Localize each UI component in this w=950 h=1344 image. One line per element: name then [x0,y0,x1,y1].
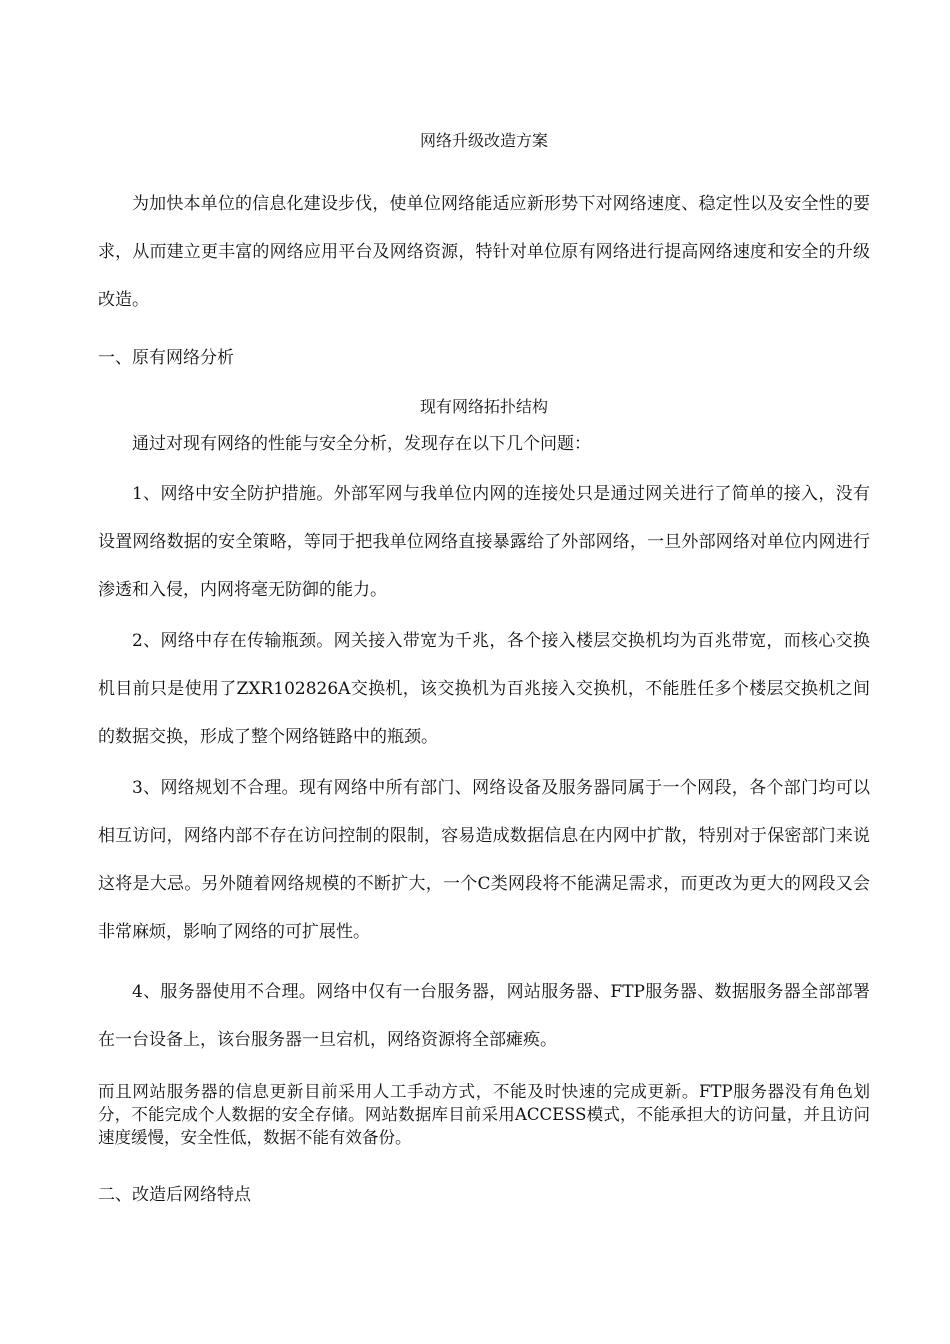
intro-paragraph: 为加快本单位的信息化建设步伐，使单位网络能适应新形势下对网络速度、稳定性以及安全性的要求，从而建立更丰富的网络应用平台及网络资源，特针对单位原有网络进行提高网络速度和安全的升级改造。 [98,194,870,310]
issue-4-paragraph: 4、服务器使用不合理。网络中仅有一台服务器，网站服务器、FTP服务器、数据服务器全部部署在一台设备上，该台服务器一旦宕机，网络资源将全部瘫痪。 [98,982,870,1050]
section-heading-1: 一、原有网络分析 [98,348,234,368]
figure-caption: 现有网络拓扑结构 [419,397,548,416]
issue-2-paragraph: 2、网络中存在传输瓶颈。网关接入带宽为千兆，各个接入楼层交换机均为百兆带宽，而核心交换机目前只是使用了ZXR102826A交换机，该交换机为百兆接入交换机，不能胜任多个楼层交换机之间的数据交换，形成了整个网络链路中的瓶颈。 [98,631,870,747]
document-title: 网络升级改造方案 [419,131,548,150]
issue-4-continuation: 而且网站服务器的信息更新目前采用人工手动方式，不能及时快速的完成更新。FTP服务器没有角色划分，不能完成个人数据的安全存储。网站数据库目前采用ACCESS模式，不能承担大的访问量，并且访问速度缓慢，安全性低，数据不能有效备份。 [98,1082,870,1147]
issue-3-paragraph: 3、网络规划不合理。现有网络中所有部门、网络设备及服务器同属于一个网段，各个部门均可以相互访问，网络内部不存在访问控制的限制，容易造成数据信息在内网中扩散，特别对于保密部门来说这将是大忌。另外随着网络规模的不断扩大，一个C类网段将不能满足需求，而更改为更大的网段又会非常麻烦，影响了网络的可扩展性。 [98,778,870,942]
lead-in-paragraph: 通过对现有网络的性能与安全分析，发现存在以下几个问题： [132,434,591,454]
issue-1-paragraph: 1、网络中安全防护措施。外部军网与我单位内网的连接处只是通过网关进行了简单的接入，没有设置网络数据的安全策略，等同于把我单位网络直接暴露给了外部网络，一旦外部网络对单位内网进行渗透和入侵，内网将毫无防御的能力。 [98,484,870,600]
section-heading-2: 二、改造后网络特点 [98,1185,251,1205]
